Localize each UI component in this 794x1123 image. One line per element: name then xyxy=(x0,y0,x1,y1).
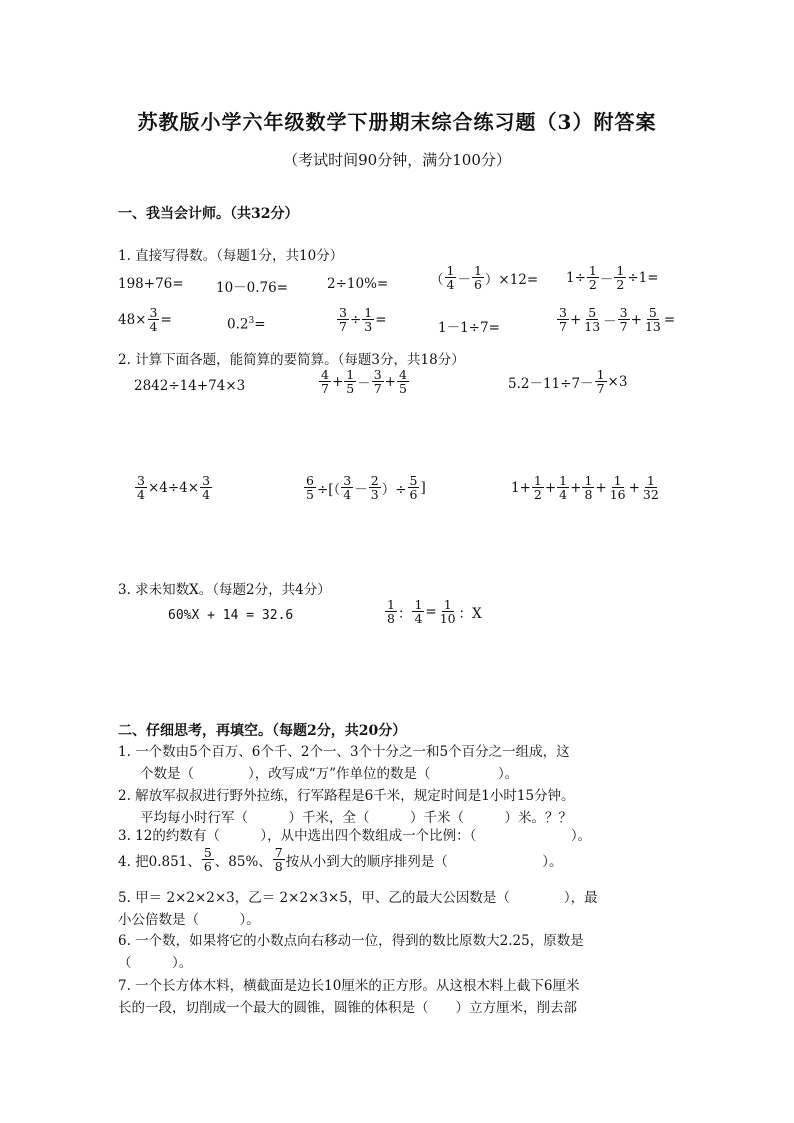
fraction: $\frac{4}{7}$ xyxy=(321,367,329,397)
fraction: $\frac{1}{6}$ xyxy=(473,263,482,293)
fraction: $\frac{1}{32}$ xyxy=(642,473,659,503)
fraction: $\frac{3}{7}$ xyxy=(619,305,628,335)
fraction: $\frac{1}{4}$ xyxy=(559,473,568,503)
fraction: $\frac{1}{16}$ xyxy=(609,473,626,503)
fraction: $\frac{6}{5}$ xyxy=(306,473,314,503)
fraction: $\frac{3}{7}$ xyxy=(559,305,567,335)
q1-item-9: 1－1÷7= xyxy=(438,320,500,336)
fraction: $\frac{1}{2}$ xyxy=(616,263,625,293)
q1-item-3: 2÷10%= xyxy=(327,276,389,292)
fraction: $\frac{3}{7}$ xyxy=(339,305,347,335)
fill-question-1: 1. 一个数由5个百万、6个千、2个一、3个十分之一和5个百分之一组成，这 个数是（ ），改写成“万”作单位的数是（ ）。 xyxy=(118,744,570,782)
fraction: $\frac{3}{4}$ xyxy=(343,473,352,503)
q1-item-2: 10－0.76= xyxy=(216,280,289,296)
page-title: 苏教版小学六年级数学下册期末综合练习题（3）附答案 xyxy=(137,110,657,134)
fraction: $\frac{1}{10}$ xyxy=(439,597,456,627)
fraction: $\frac{1}{7}$ xyxy=(596,367,605,397)
fraction: $\frac{3}{4}$ xyxy=(137,473,145,503)
fraction: $\frac{1}{5}$ xyxy=(346,367,355,397)
fraction: $\frac{1}{3}$ xyxy=(364,305,373,335)
fraction: $\frac{1}{8}$ xyxy=(584,473,593,503)
q1-item-10: $\frac{3}{7}$ + $\frac{5}{13}$ － $\frac{3}{7}$ + $\frac{5}{13}$ = xyxy=(559,305,676,335)
fraction: $\frac{1}{2}$ xyxy=(533,473,542,503)
fill-question-2: 2. 解放军叔叔进行野外拉练，行军路程是6千米，规定时间是1小时15分钟。 平均每小时行军（ ）千米，全（ ）千米（ ）米。？？ xyxy=(118,788,575,826)
fill-question-7: 7. 一个长方体木料，横截面是边长10厘米的正方形。从这根木料上截下6厘米 长的一段，切削成一个最大的圆锥，圆锥的体积是（ ）立方厘米，削去部 xyxy=(118,978,580,1016)
fraction: $\frac{1}{8}$ xyxy=(387,597,395,627)
fraction: $\frac{5}{13}$ xyxy=(584,305,601,335)
q1-item-7: $0.2^3=$ xyxy=(227,316,266,333)
q1-item-5: 1÷ $\frac{1}{2}$ － $\frac{1}{2}$ ÷1= xyxy=(566,263,659,293)
fraction: $\frac{1}{4}$ xyxy=(446,263,455,293)
fraction: $\frac{4}{5}$ xyxy=(398,367,407,397)
fraction: $\frac{7}{8}$ xyxy=(274,845,283,875)
q1-item-6: 48× $\frac{3}{4}$ = xyxy=(118,305,172,335)
q1-item-1: 198+76= xyxy=(118,276,184,292)
fill-question-3: 3. 12的约数有（ ），从中选出四个数组成一个比例：（ ）。 xyxy=(118,828,592,844)
fraction: $\frac{1}{2}$ xyxy=(588,263,597,293)
fill-question-4: 4. 把0.851、 $\frac{5}{6}$ 、85%、 $\frac{7}{8}$ 按从小到大的顺序排列是（ ）。 xyxy=(118,845,563,875)
q2-expr-3: 5.2－11÷7－ $\frac{1}{7}$ ×3 xyxy=(508,367,628,397)
fraction: $\frac{5}{6}$ xyxy=(409,473,418,503)
fill-question-5: 5. 甲＝ 2×2×2×3，乙＝ 2×2×3×5，甲、乙的最大公因数是（ ），最 小公倍数是（ ）。 xyxy=(118,890,598,928)
fraction: $\frac{3}{7}$ xyxy=(373,367,382,397)
page-subtitle: （考试时间90分钟，满分100分） xyxy=(283,151,511,169)
q1-heading: 1. 直接写得数。（每题1分，共10分） xyxy=(118,248,344,264)
section2-heading: 二、仔细思考，再填空。（每题2分，共20分） xyxy=(118,723,407,739)
q3-equation-1: 60%X + 14 = 32.6 xyxy=(168,608,294,623)
fraction: $\frac{3}{4}$ xyxy=(202,473,211,503)
q2-expr-6: 1+ $\frac{1}{2}$ + $\frac{1}{4}$ + $\frac{1}{8}$ + $\frac{1}{16}$ + $\frac{1}{32}$ xyxy=(511,473,659,503)
q2-expr-5: $\frac{6}{5}$ ÷[（ $\frac{3}{4}$ － $\frac{2}{3}$ ）÷ $\frac{5}{6}$ ] xyxy=(306,473,426,503)
fraction: $\frac{2}{3}$ xyxy=(370,473,379,503)
q3-heading: 3. 求未知数X。（每题2分，共4分） xyxy=(118,582,331,598)
fraction: $\frac{3}{4}$ xyxy=(149,305,158,335)
fill-question-6: 6. 一个数，如果将它的小数点向右移动一位，得到的数比原数大2.25，原数是 （ ）。 xyxy=(118,933,584,971)
q2-expr-2: $\frac{4}{7}$ + $\frac{1}{5}$ － $\frac{3}{7}$ + $\frac{4}{5}$ xyxy=(321,367,407,397)
fraction: $\frac{5}{13}$ xyxy=(644,305,661,335)
q2-expr-1: 2842÷14+74×3 xyxy=(134,378,246,394)
fraction: $\frac{1}{4}$ xyxy=(414,597,423,627)
fraction: $\frac{5}{6}$ xyxy=(203,845,212,875)
q1-item-8: $\frac{3}{7}$ ÷ $\frac{1}{3}$ = xyxy=(339,305,387,335)
section1-heading: 一、我当会计师。（共32分） xyxy=(118,206,299,222)
q2-heading: 2. 计算下面各题，能简算的要简算。（每题3分，共18分） xyxy=(118,352,465,368)
q2-expr-4: $\frac{3}{4}$ ×4÷4× $\frac{3}{4}$ xyxy=(137,473,211,503)
q3-equation-2: $\frac{1}{8}$ ： $\frac{1}{4}$ = $\frac{1}{10}$ ：X xyxy=(387,597,482,627)
q1-item-4: （ $\frac{1}{4}$ － $\frac{1}{6}$ ）×12= xyxy=(430,263,539,293)
